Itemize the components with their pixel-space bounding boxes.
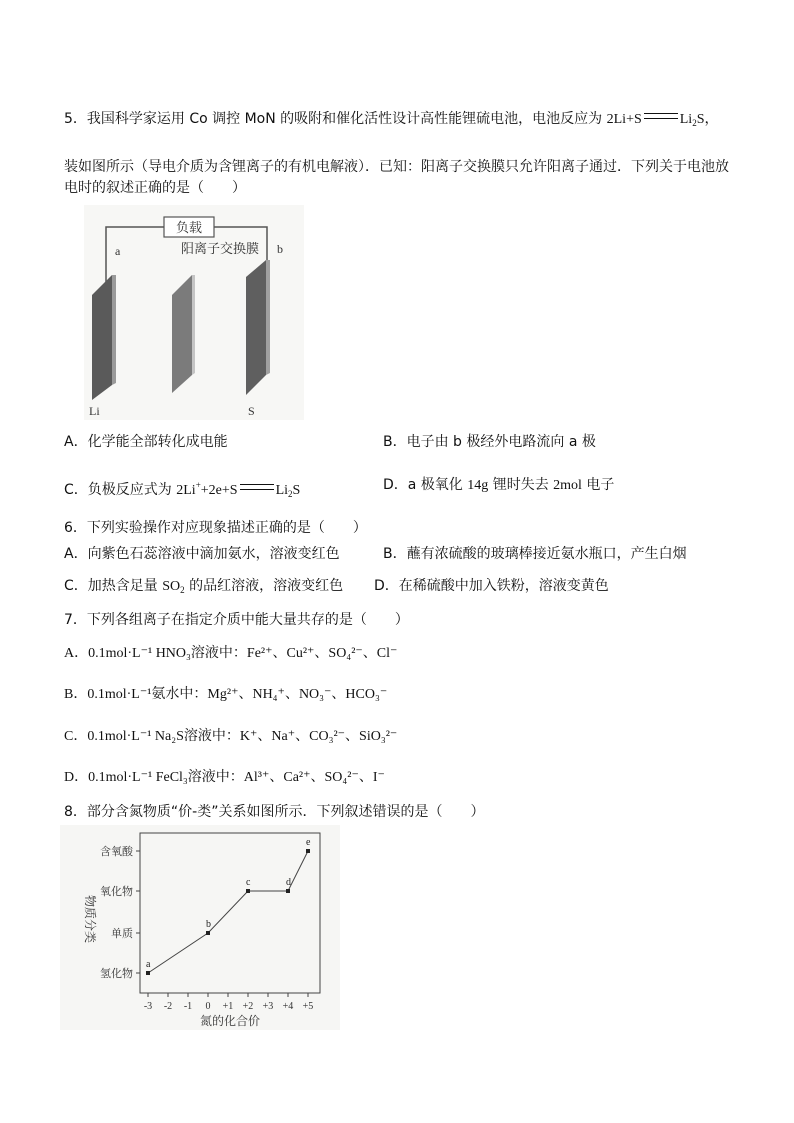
q6-option-b: B．蘸有浓硫酸的玻璃棒接近氨水瓶口，产生白烟 (383, 546, 687, 562)
membrane-label: 阳离子交换膜 (181, 242, 260, 257)
q7-option-c: C．0.1mol·L⁻¹ Na₂S溶液中：K⁺、Na⁺、CO₃²⁻、SiO₃²⁻ (64, 729, 398, 744)
q5-option-a: A．化学能全部转化成电能 (64, 434, 228, 450)
membrane (172, 275, 192, 393)
y-category-label: 含氧酸 (100, 845, 133, 858)
y-category-label: 单质 (111, 927, 133, 940)
electrode-b-label: b (277, 242, 283, 256)
x-axis-label: 氮的化合价 (199, 1014, 261, 1028)
point-label-a: a (146, 959, 151, 970)
q5-option-d: D．a 极氧化 14g 锂时失去 2mol 电子 (383, 477, 615, 493)
q5-eq-left: 2Li+S (606, 112, 642, 127)
li-label: Li (89, 404, 100, 418)
point-label-c: c (246, 877, 251, 888)
data-point-e (306, 849, 310, 853)
data-point-a (146, 971, 150, 975)
q5-eq-right-a: Li (679, 112, 693, 127)
q6-option-c: C．加热含足量 $SO_2$ 的品红溶液，溶液变红色 (64, 578, 344, 595)
electrode-a-label: a (115, 244, 121, 258)
equals-sign (240, 484, 274, 490)
x-tick-label: -2 (163, 1001, 173, 1012)
q5-option-c: C．负极反应式为 2Li++2e+S $Li_2S$ (64, 480, 301, 499)
x-tick-label: -3 (143, 1001, 153, 1012)
q5-stem-line3: 电时的叙述正确的是（ ） (64, 180, 246, 196)
q6-option-d: D．在稀硫酸中加入铁粉，溶液变黄色 (374, 578, 609, 594)
data-point-c (246, 889, 250, 893)
point-label-e: e (306, 837, 311, 848)
q5-stem-line1 (64, 110, 719, 132)
data-point-d (286, 889, 290, 893)
point-label-b: b (206, 919, 211, 930)
x-tick-label: +4 (282, 1001, 294, 1012)
q5-stem-text: 5．我国科学家运用 Co 调控 MoN 的吸附和催化活性设计高性能锂硫电池，电池反应为 (64, 111, 607, 127)
battery-figure (84, 205, 304, 420)
li-electrode (92, 275, 112, 400)
x-tick-label: +1 (222, 1001, 234, 1012)
q6-stem: 6．下列实验操作对应现象描述正确的是（ ） (64, 520, 367, 536)
q7-option-d: D．0.1mol·L⁻¹ FeCl₃溶液中：Al³⁺、Ca²⁺、SO₄²⁻、I⁻ (64, 770, 385, 785)
s-electrode (246, 260, 266, 395)
q5-eq-right-b: S (696, 112, 705, 127)
y-axis-label: 物质分类 (83, 895, 97, 944)
point-label-d: d (286, 877, 291, 888)
equals-sign (644, 113, 678, 119)
x-tick-label: +3 (262, 1001, 274, 1012)
q5-eq-right-sub: 2 (692, 118, 697, 128)
q5-stem-line2: 装如图所示（导电介质为含锂离子的有机电解液）．已知：阳离子交换膜只允许阳离子通过．下列关于电池放 (64, 159, 729, 175)
y-category-label: 氢化物 (100, 967, 133, 980)
x-tick-label: +2 (242, 1001, 254, 1012)
q5-option-b: B．电子由 b 极经外电路流向 a 极 (383, 434, 596, 450)
q7-option-a: A．0.1mol·L⁻¹ HNO₃溶液中：Fe²⁺、Cu²⁺、SO₄²⁻、Cl⁻ (64, 646, 398, 661)
q8-stem: 8．部分含氮物质“价-类”关系如图所示．下列叙述错误的是（ ） (64, 804, 485, 820)
q5-stem-end: ， (704, 111, 719, 127)
x-tick-label: 0 (205, 1001, 211, 1012)
y-category-label: 氧化物 (100, 885, 133, 898)
q6-option-a: A．向紫色石蕊溶液中滴加氨水，溶液变红色 (64, 546, 340, 562)
valence-class-chart (60, 825, 340, 1030)
x-tick-label: +5 (302, 1001, 314, 1012)
data-point-b (206, 931, 210, 935)
x-tick-label: -1 (183, 1001, 193, 1012)
q7-stem: 7．下列各组离子在指定介质中能大量共存的是（ ） (64, 612, 409, 628)
load-label: 负载 (175, 221, 203, 236)
s-label: S (248, 404, 255, 418)
q7-option-b: B．0.1mol·L⁻¹氨水中：Mg²⁺、NH₄⁺、NO₃⁻、HCO₃⁻ (64, 687, 388, 702)
